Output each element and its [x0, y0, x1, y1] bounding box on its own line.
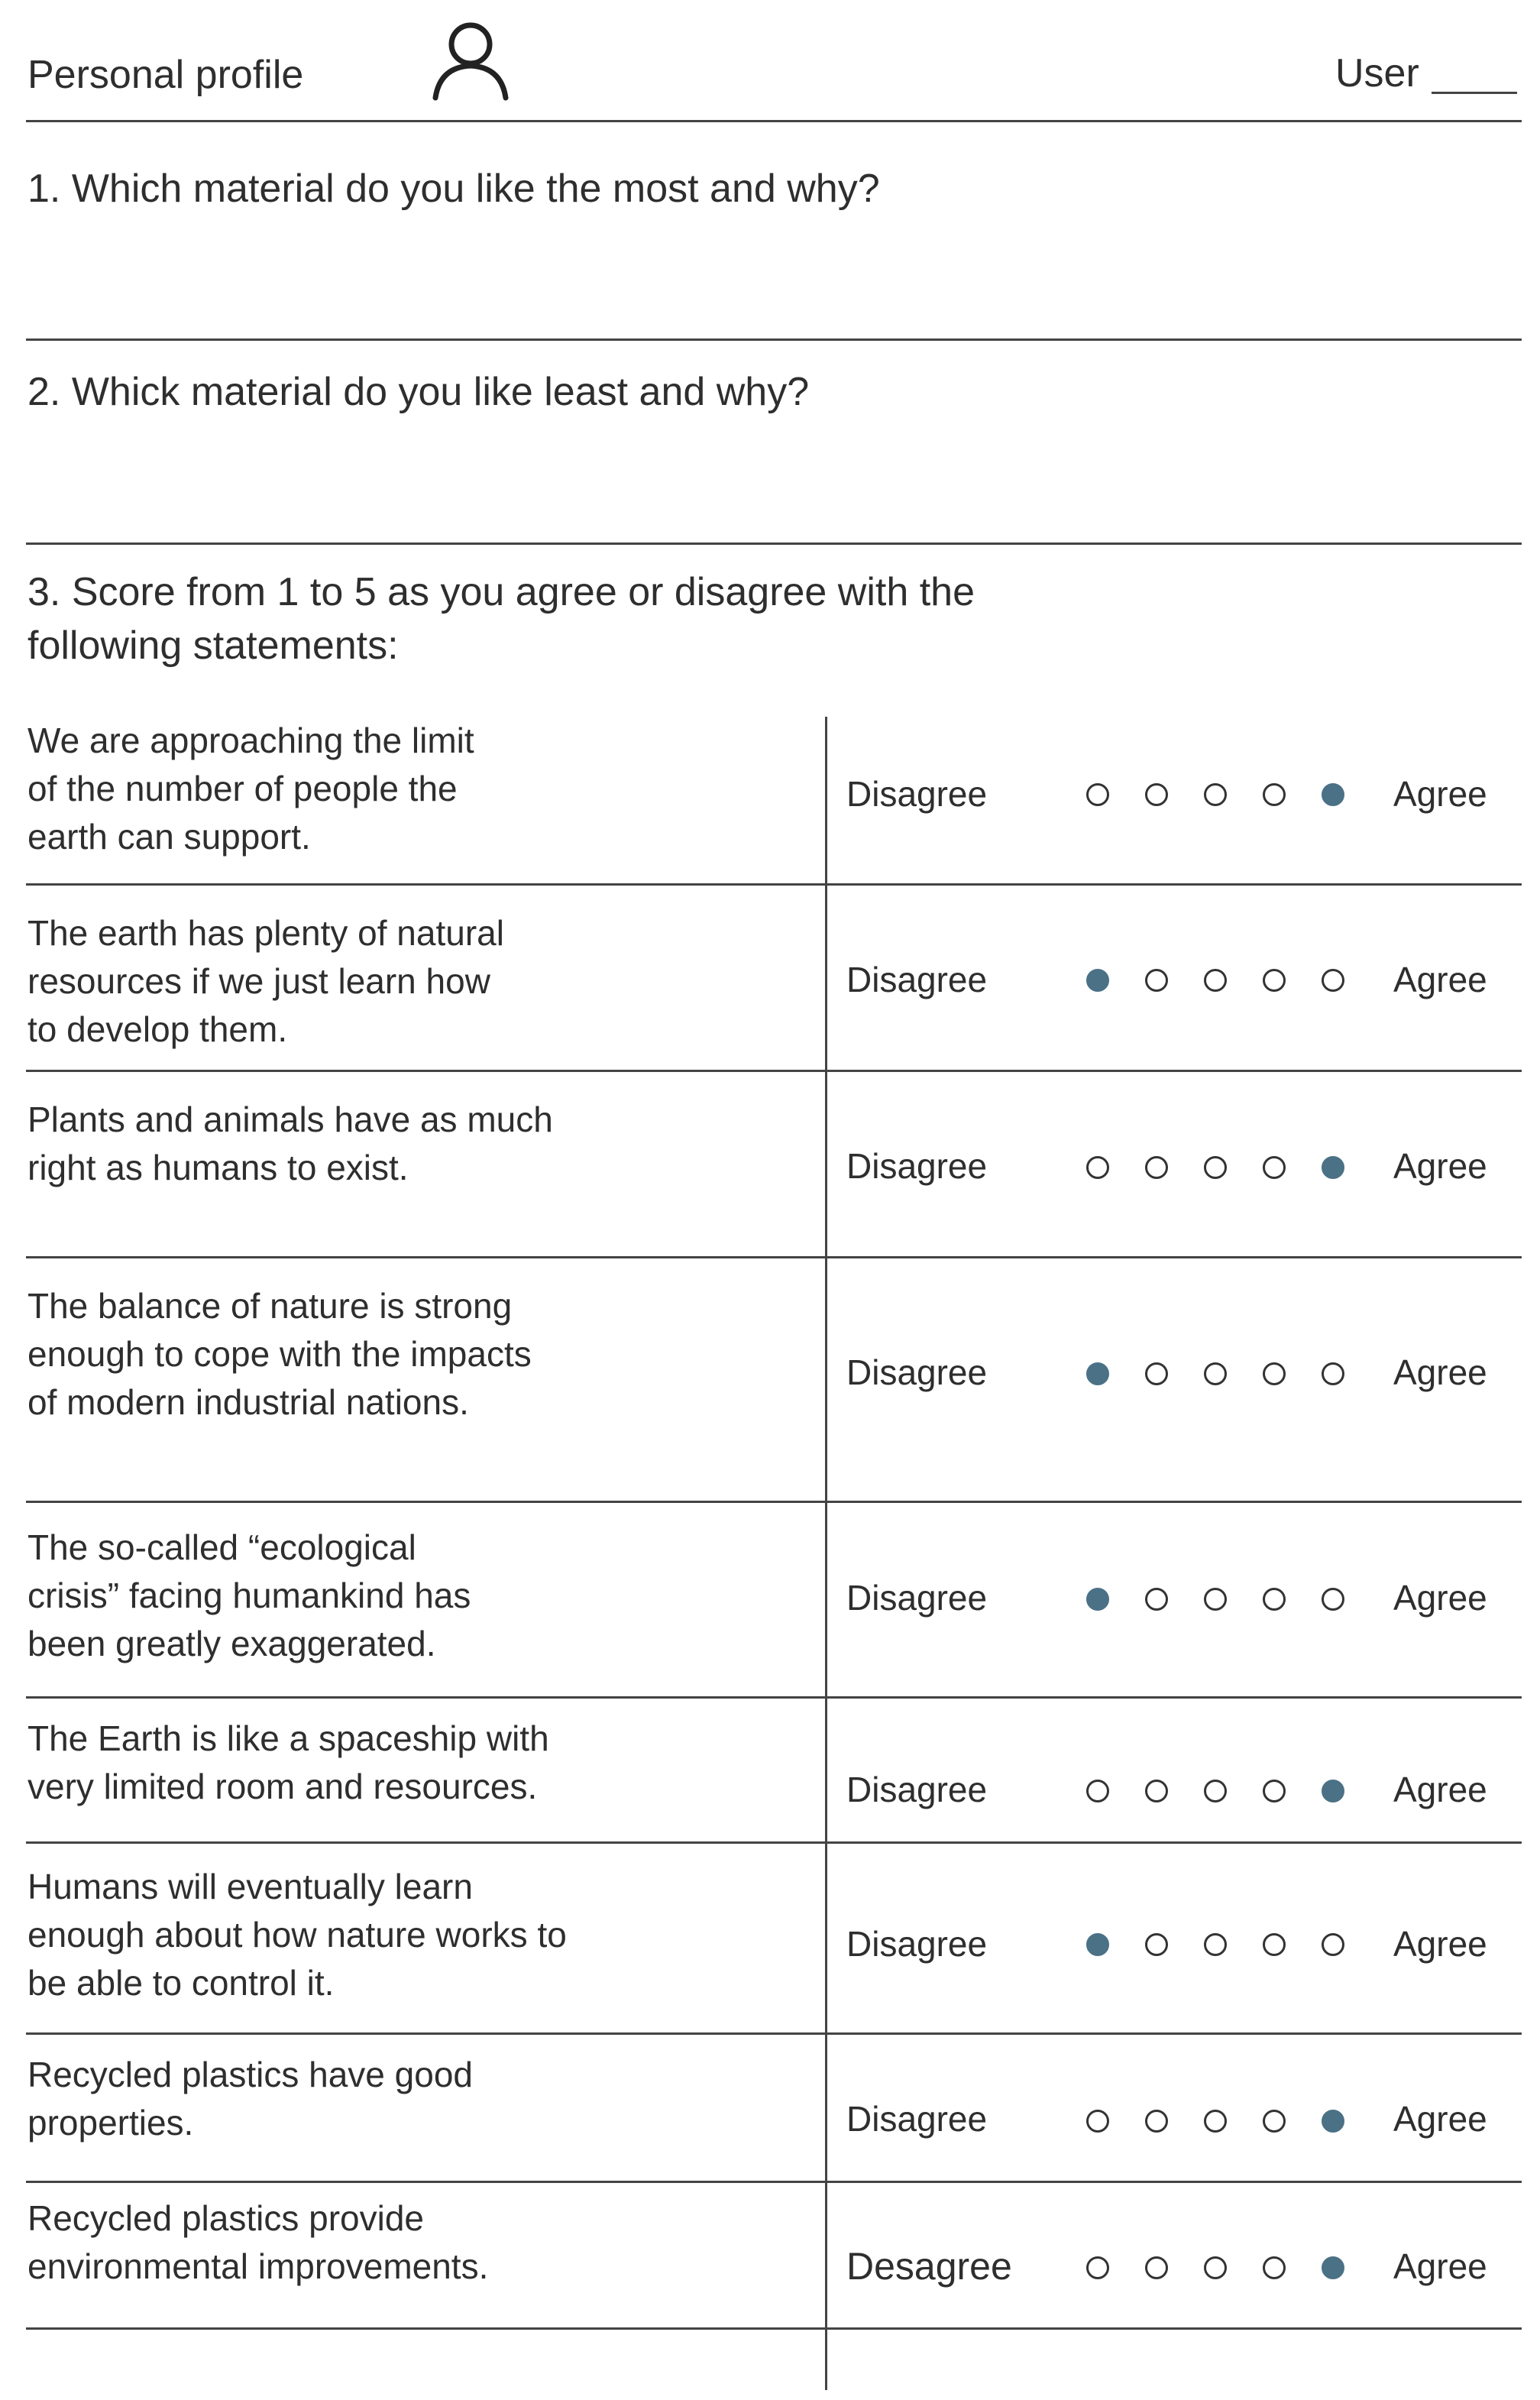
likert-scale[interactable] — [1086, 2106, 1386, 2136]
likert-scale[interactable] — [1086, 2253, 1386, 2283]
scale-option[interactable] — [1086, 783, 1109, 806]
scale-option[interactable] — [1204, 1780, 1227, 1802]
scale-option[interactable] — [1263, 2256, 1286, 2279]
scale-option-selected[interactable] — [1086, 969, 1109, 992]
scale-option[interactable] — [1145, 1362, 1168, 1385]
scale-option[interactable] — [1322, 1362, 1344, 1385]
disagree-label: Disagree — [846, 1146, 988, 1186]
user-blank-line — [1432, 92, 1517, 94]
question-1: 1. Which material do you like the most and why? — [28, 167, 880, 211]
scale-option-selected[interactable] — [1322, 783, 1344, 806]
scale-option[interactable] — [1263, 1156, 1286, 1179]
likert-scale[interactable] — [1086, 779, 1386, 810]
statement-row — [26, 2032, 1522, 2181]
question-3: 3. Score from 1 to 5 as you agree or disagree with the following statements: — [28, 570, 975, 668]
likert-scale[interactable] — [1086, 1584, 1386, 1615]
scale-option[interactable] — [1204, 1362, 1227, 1385]
statement-text: Recycled plastics provide environmental improvements. — [28, 2198, 489, 2286]
scale-option[interactable] — [1204, 1933, 1227, 1956]
agree-label: Agree — [1393, 960, 1487, 999]
statement-text: The earth has plenty of natural resources if we just learn how to develop them. — [28, 913, 504, 1049]
scale-option[interactable] — [1204, 1156, 1227, 1179]
scale-option-selected[interactable] — [1086, 1588, 1109, 1611]
scale-option[interactable] — [1322, 969, 1344, 992]
agree-label: Agree — [1393, 2099, 1487, 2139]
statement-row — [26, 883, 1522, 1070]
disagree-label: Disagree — [846, 774, 988, 814]
statement-text: The balance of nature is strong enough to cope with the impacts of modern industrial nations. — [28, 1286, 532, 1422]
answer-line-2[interactable] — [26, 543, 1522, 545]
scale-option[interactable] — [1145, 969, 1168, 992]
scale-option[interactable] — [1322, 1588, 1344, 1611]
disagree-label: Disagree — [846, 1352, 988, 1392]
question-2: 2. Whick material do you like least and why? — [28, 370, 810, 414]
statement-text: The so-called “ecological crisis” facing humankind has been greatly exaggerated. — [28, 1527, 471, 1663]
agree-label: Agree — [1393, 1352, 1487, 1392]
scale-option[interactable] — [1263, 1362, 1286, 1385]
statement-row — [26, 2181, 1522, 2327]
agree-label: Agree — [1393, 2246, 1487, 2286]
disagree-label: Disagree — [846, 960, 988, 999]
scale-option-selected[interactable] — [1322, 1156, 1344, 1179]
likert-scale[interactable] — [1086, 1359, 1386, 1389]
scale-option[interactable] — [1145, 1156, 1168, 1179]
scale-option[interactable] — [1263, 1780, 1286, 1802]
scale-option[interactable] — [1145, 1588, 1168, 1611]
scale-option[interactable] — [1086, 2256, 1109, 2279]
scale-option[interactable] — [1263, 1588, 1286, 1611]
scale-option[interactable] — [1086, 1156, 1109, 1179]
scale-option[interactable] — [1263, 1933, 1286, 1956]
likert-scale[interactable] — [1086, 965, 1386, 996]
scale-option[interactable] — [1086, 2110, 1109, 2133]
disagree-label: Desagree — [846, 2245, 1012, 2288]
scale-option[interactable] — [1145, 2256, 1168, 2279]
scale-option[interactable] — [1204, 2110, 1227, 2133]
likert-scale[interactable] — [1086, 1152, 1386, 1183]
agree-label: Agree — [1393, 1578, 1487, 1618]
scale-option[interactable] — [1263, 2110, 1286, 2133]
scale-option-selected[interactable] — [1322, 1780, 1344, 1802]
scale-option[interactable] — [1263, 783, 1286, 806]
statement-row — [26, 1256, 1522, 1501]
statement-text: Plants and animals have as much right as humans to exist. — [28, 1100, 553, 1187]
statement-row — [26, 717, 1522, 883]
page-title: Personal profile — [28, 53, 304, 97]
agree-label: Agree — [1393, 774, 1487, 814]
statement-text: Humans will eventually learn enough about how nature works to be able to control it. — [28, 1867, 567, 2003]
scale-option[interactable] — [1263, 969, 1286, 992]
likert-scale[interactable] — [1086, 1776, 1386, 1806]
statement-row — [26, 1696, 1522, 1841]
header-divider — [26, 120, 1522, 122]
statement-row — [26, 1841, 1522, 2032]
scale-option[interactable] — [1145, 1780, 1168, 1802]
statement-row — [26, 1501, 1522, 1696]
statement-text: The Earth is like a spaceship with very limited room and resources. — [28, 1718, 549, 1806]
disagree-label: Disagree — [846, 2099, 988, 2139]
agree-label: Agree — [1393, 1924, 1487, 1964]
disagree-label: Disagree — [846, 1924, 988, 1964]
scale-option-selected[interactable] — [1322, 2256, 1344, 2279]
scale-option[interactable] — [1204, 969, 1227, 992]
scale-option[interactable] — [1145, 1933, 1168, 1956]
answer-line-1[interactable] — [26, 338, 1522, 341]
user-label: User — [1335, 51, 1419, 96]
disagree-label: Disagree — [846, 1770, 988, 1809]
scale-option[interactable] — [1204, 1588, 1227, 1611]
scale-option[interactable] — [1322, 1933, 1344, 1956]
agree-label: Agree — [1393, 1770, 1487, 1809]
scale-option[interactable] — [1145, 2110, 1168, 2133]
likert-scale[interactable] — [1086, 1929, 1386, 1960]
scale-option-selected[interactable] — [1086, 1933, 1109, 1956]
scale-option[interactable] — [1086, 1780, 1109, 1802]
statement-row — [26, 1070, 1522, 1256]
row-divider — [26, 2327, 1522, 2330]
statement-text: We are approaching the limit of the number of people the earth can support. — [28, 721, 474, 857]
disagree-label: Disagree — [846, 1578, 988, 1618]
scale-option-selected[interactable] — [1322, 2110, 1344, 2133]
statement-text: Recycled plastics have good properties. — [28, 2055, 473, 2143]
scale-option[interactable] — [1204, 783, 1227, 806]
scale-option[interactable] — [1204, 2256, 1227, 2279]
agree-label: Agree — [1393, 1146, 1487, 1186]
scale-option-selected[interactable] — [1086, 1362, 1109, 1385]
scale-option[interactable] — [1145, 783, 1168, 806]
user-outline-icon — [429, 17, 512, 102]
